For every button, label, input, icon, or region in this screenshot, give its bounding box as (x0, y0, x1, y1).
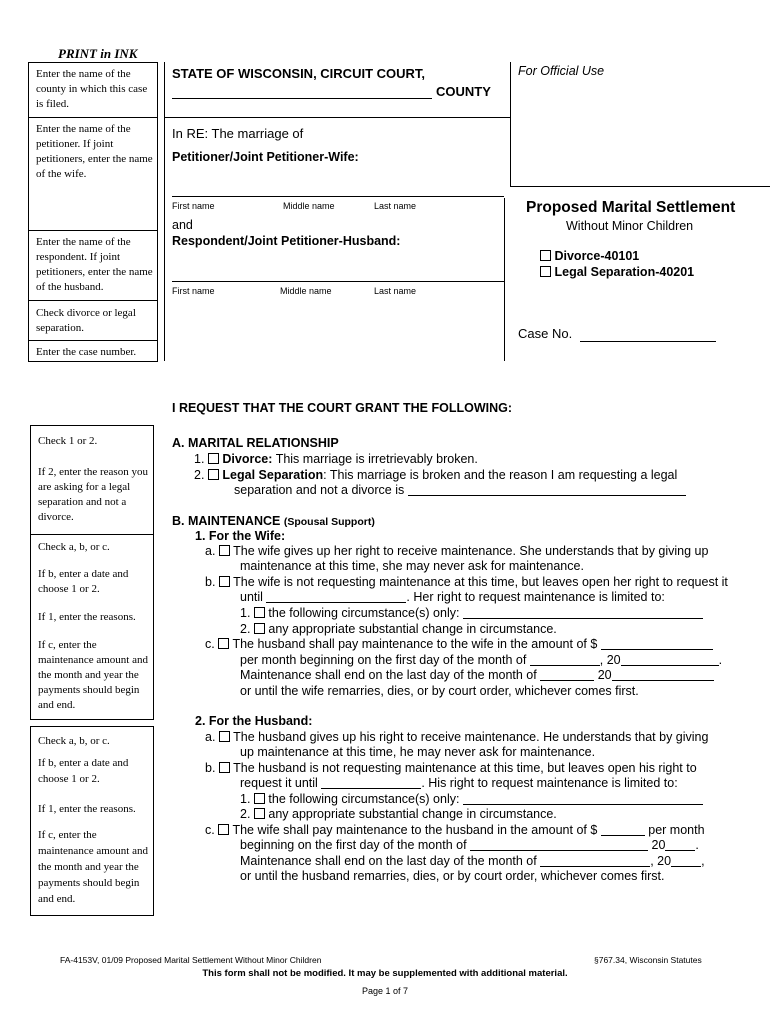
separation-reason-checkbox[interactable] (208, 469, 219, 480)
option-text: request it until (240, 776, 318, 790)
wife-until-date-input[interactable] (266, 590, 406, 603)
option-text: The husband gives up his right to receive maintenance. He understands that by giving (233, 730, 709, 744)
divider (28, 117, 158, 118)
caption-left-border (164, 62, 165, 361)
wife-b-sub2-checkbox[interactable] (254, 623, 265, 634)
middle-name-label: Middle name (283, 201, 335, 211)
wife-subheading (195, 529, 285, 544)
husband-end-year-input[interactable] (671, 854, 701, 867)
option-letter: c. (205, 637, 215, 651)
husband-name-input[interactable] (172, 281, 504, 282)
option-letter: c. (205, 823, 215, 837)
option-text: per month beginning on the first day of the month of (240, 653, 527, 667)
official-use-border (510, 62, 511, 186)
husband-option-b-checkbox[interactable] (219, 762, 230, 773)
first-name-label: First name (172, 201, 215, 211)
divorce-option[interactable] (540, 249, 639, 264)
husband-option-c-begin (240, 838, 699, 853)
husband-option-c (205, 823, 705, 838)
option-text: the following circumstance(s) only: (268, 606, 460, 620)
divider (164, 117, 510, 118)
husband-option-a-checkbox[interactable] (219, 731, 230, 742)
caption-right-border (504, 198, 505, 361)
option-text: , 20 (599, 653, 621, 667)
divider (28, 230, 158, 231)
modification-notice: This form shall not be modified. It may be supplemented with additional material. (202, 968, 568, 979)
option-text: . (695, 838, 699, 852)
document-title: Proposed Marital Settlement (526, 199, 736, 216)
husband-b-sub1 (240, 792, 703, 807)
option-number: 1. (240, 792, 251, 806)
husband-amount-input[interactable] (601, 823, 645, 836)
husband-label: Respondent/Joint Petitioner-Husband: (172, 234, 401, 248)
county-instruction: Enter the name of the county in which this case is filed. (36, 68, 148, 110)
divider (510, 186, 770, 187)
divider (28, 300, 158, 301)
item-bold-label: Legal Separation (222, 468, 324, 482)
husband-circumstances-input[interactable] (463, 792, 703, 805)
document-subtitle: Without Minor Children (566, 219, 694, 233)
husband-option-a-cont: up maintenance at this time, he may never ask for maintenance. (240, 745, 596, 759)
county-input[interactable] (172, 86, 432, 99)
divorce-instruction: Check divorce or legal separation. (36, 307, 136, 334)
divorce-option-label: Divorce-40101 (554, 249, 640, 263)
wife-end-month-input[interactable] (540, 668, 594, 681)
wife-begin-month-input[interactable] (530, 653, 600, 666)
husband-option-b (205, 761, 697, 776)
and-label: and (172, 218, 193, 232)
last-name-label: Last name (374, 201, 417, 211)
option-text: Maintenance shall end on the last day of the month of (240, 668, 537, 682)
option-letter: b. (205, 761, 216, 775)
option-text: any appropriate substantial change in circumstance. (268, 622, 557, 636)
wife-label: Petitioner/Joint Petitioner-Wife: (172, 150, 359, 164)
option-number: 2. (240, 622, 251, 636)
husband-option-b-cont (240, 776, 678, 791)
section-a-heading: A. MARITAL RELATIONSHIP (172, 436, 339, 450)
county-label: COUNTY (436, 84, 491, 99)
item-text: separation and not a divorce is (234, 483, 405, 497)
option-number: 2. (240, 807, 251, 821)
section-b-heading (172, 514, 375, 530)
wife-b-sub2 (240, 622, 557, 637)
wife-b-sub1 (240, 606, 703, 621)
item-number: 1. (194, 452, 205, 466)
option-text: until (240, 590, 263, 604)
wife-option-c-begin (240, 653, 722, 668)
section-b2-instruction: If c, enter the maintenance amount and the month and year the payments should begin and end. (38, 829, 148, 905)
section-b1-instruction: If b, enter a date and choose 1 or 2. (38, 568, 129, 595)
wife-option-b (205, 575, 728, 590)
husband-begin-year-input[interactable] (665, 838, 695, 851)
section-b1-instruction: If c, enter the maintenance amount and the month and year the payments should begin and end. (38, 639, 148, 711)
option-letter: a. (205, 730, 216, 744)
wife-circumstances-input[interactable] (463, 606, 703, 619)
item-number: 2. (194, 468, 205, 482)
request-heading: I REQUEST THAT THE COURT GRANT THE FOLLOWING: (172, 401, 513, 415)
divorce-reason-checkbox[interactable] (208, 453, 219, 464)
option-text: 20 (651, 838, 666, 852)
option-text: , 20 (650, 854, 672, 868)
official-use-label: For Official Use (518, 64, 605, 78)
respondent-instruction: Enter the name of the respondent. If joint petitioners, enter the name of the husband. (36, 236, 153, 293)
wife-amount-input[interactable] (601, 637, 713, 650)
wife-option-a-cont: maintenance at this time, she may never ask for maintenance. (240, 559, 584, 573)
case-number-input[interactable] (580, 341, 716, 342)
option-text: . Her right to request maintenance is limited to: (406, 590, 665, 604)
option-text: any appropriate substantial change in circumstance. (268, 807, 557, 821)
case-no-label: Case No. (518, 326, 573, 341)
wife-heading-text: 1. For the Wife: (195, 529, 286, 543)
middle-name-label: Middle name (280, 286, 332, 296)
option-text: beginning on the first day of the month of (240, 838, 467, 852)
section-b1-instruction: Check a, b, or c. (38, 541, 110, 553)
divider (28, 340, 158, 341)
wife-option-a (205, 544, 708, 559)
wife-option-b-cont (240, 590, 665, 605)
last-name-label: Last name (374, 286, 417, 296)
husband-option-a (205, 730, 708, 745)
option-text: The wife is not requesting maintenance at this time, but leaves open her right to request it (233, 575, 728, 589)
section-a-instruction: If 2, enter the reason you are asking for a legal separation and not a divorce. (38, 466, 148, 523)
section-b1-instruction: If 1, enter the reasons. (38, 611, 136, 623)
court-heading: STATE OF WISCONSIN, CIRCUIT COURT, (172, 66, 426, 81)
option-letter: a. (205, 544, 216, 558)
section-a-instruction: Check 1 or 2. (38, 435, 98, 447)
section-b2-instruction: If 1, enter the reasons. (38, 803, 136, 815)
divorce-reason-item (194, 452, 478, 467)
husband-heading-text: 2. For the Husband: (195, 714, 313, 728)
option-text: , (701, 854, 705, 868)
option-text: per month (648, 823, 705, 837)
page-number: Page 1 of 7 (361, 986, 409, 996)
print-in-ink-label: PRINT in INK (58, 46, 138, 61)
wife-option-b-checkbox[interactable] (219, 576, 230, 587)
husband-option-c-checkbox[interactable] (218, 824, 229, 835)
separation-reason-line (234, 483, 686, 498)
item-text: This marriage is irretrievably broken. (275, 452, 478, 466)
husband-end-month-input[interactable] (540, 854, 650, 867)
option-text: The husband shall pay maintenance to the wife in the amount of $ (232, 637, 598, 651)
wife-end-year-input[interactable] (612, 668, 714, 681)
wife-option-c (205, 637, 713, 652)
wife-begin-year-input[interactable] (621, 653, 719, 666)
petitioner-instruction: Enter the name of the petitioner. If joint petitioners, enter the name of the wife. (36, 123, 153, 180)
husband-option-c-end (240, 854, 705, 869)
husband-until-date-input[interactable] (321, 776, 421, 789)
wife-option-c-checkbox[interactable] (218, 638, 229, 649)
separation-option[interactable] (540, 265, 694, 280)
separation-reason-input[interactable] (408, 483, 686, 496)
wife-option-c-cont: or until the wife remarries, dies, or by court order, whichever comes first. (240, 684, 639, 698)
wife-option-a-checkbox[interactable] (219, 545, 230, 556)
section-b-note: (Spousal Support) (283, 516, 375, 528)
option-text: The wife shall pay maintenance to the husband in the amount of $ (232, 823, 598, 837)
divorce-checkbox[interactable] (540, 250, 551, 261)
husband-b-sub1-checkbox[interactable] (254, 793, 265, 804)
section-b-title: B. MAINTENANCE (172, 514, 281, 528)
wife-option-c-end (240, 668, 714, 683)
option-text: The wife gives up her right to receive maintenance. She understands that by giving up (233, 544, 709, 558)
husband-subheading (195, 714, 312, 729)
option-text: The husband is not requesting maintenance at this time, but leaves open his right to (233, 761, 697, 775)
wife-name-input[interactable] (172, 196, 504, 197)
husband-b-sub2-checkbox[interactable] (254, 808, 265, 819)
option-text: . (718, 653, 723, 667)
option-text: Maintenance shall end on the last day of the month of (240, 854, 537, 868)
option-letter: b. (205, 575, 216, 589)
first-name-label: First name (172, 286, 215, 296)
section-b2-instruction: Check a, b, or c. (38, 735, 110, 747)
wife-b-sub1-checkbox[interactable] (254, 607, 265, 618)
option-text: the following circumstance(s) only: (268, 792, 460, 806)
husband-begin-month-input[interactable] (470, 838, 648, 851)
form-id: FA-4153V, 01/09 Proposed Marital Settlement Without Minor Children (60, 955, 322, 965)
option-number: 1. (240, 606, 251, 620)
husband-option-c-cont: or until the husband remarries, dies, or by court order, whichever comes first. (240, 869, 665, 883)
section-b2-instruction: If b, enter a date and choose 1 or 2. (38, 757, 129, 785)
case-number-instruction: Enter the case number. (36, 346, 137, 358)
separation-checkbox[interactable] (540, 266, 551, 277)
option-text: . His right to request maintenance is limited to: (421, 776, 678, 790)
statute-reference: §767.34, Wisconsin Statutes (594, 955, 702, 965)
separation-option-label: Legal Separation-40201 (554, 265, 695, 279)
husband-b-sub2 (240, 807, 557, 822)
option-text: 20 (597, 668, 612, 682)
item-text: : This marriage is broken and the reason I am requesting a legal (323, 468, 678, 482)
item-bold-label: Divorce: (222, 452, 273, 466)
in-re-label: In RE: The marriage of (172, 126, 304, 141)
separation-reason-item (194, 468, 677, 483)
